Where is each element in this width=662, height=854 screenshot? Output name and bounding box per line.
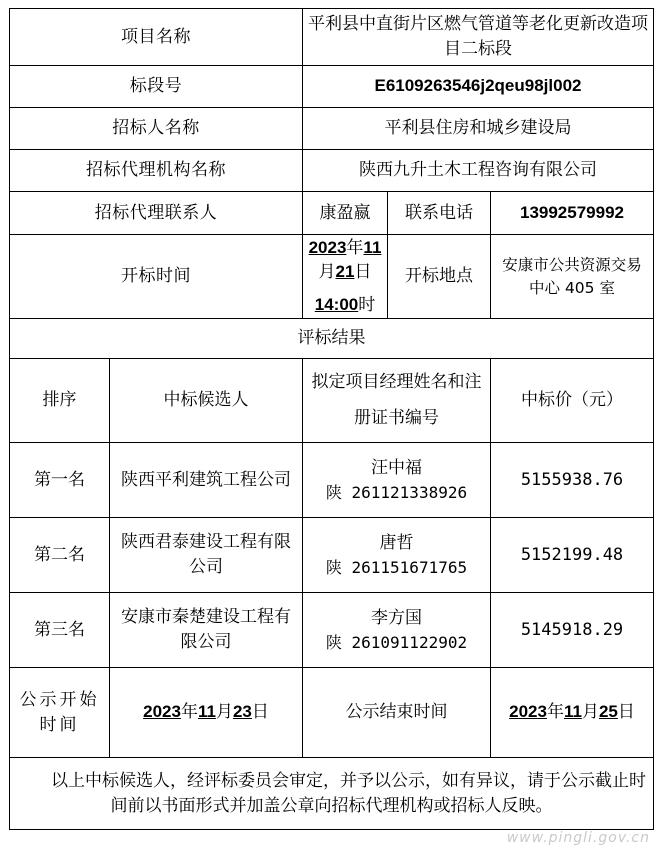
section-no-label: 标段号 [10,66,303,108]
publicity-end-value [491,668,654,758]
row-project-name [10,9,654,66]
opening-time-value [303,235,388,319]
manager-name: 李方国 [371,608,422,629]
row-agency [10,150,654,192]
manager-cell [303,593,491,668]
hour-unit: 时 [358,294,376,315]
opening-year: 2023 [308,237,347,257]
rank-cell: 第三名 [10,593,110,668]
rank-cell: 第二名 [10,518,110,593]
watermark: www.pingli.gov.cn [506,830,650,846]
price-cell: 5155938.76 [491,443,654,518]
header-manager: 拟定项目经理姓名和注册证书编号 [303,359,491,443]
row-publicity [10,668,654,758]
candidate-company: 陕西君泰建设工程有限公司 [110,518,303,593]
bid-result-table [9,8,654,830]
row-results-header [10,359,654,443]
phone-label: 联系电话 [388,192,491,235]
start-year: 2023 [143,702,181,722]
rank-cell: 第一名 [10,443,110,518]
end-day: 25 [598,702,618,722]
row-opening [10,235,654,319]
day-unit: 日 [354,262,372,283]
contact-value: 康盈嬴 [303,192,388,235]
row-section-no [10,66,654,108]
candidate-company: 陕西平利建筑工程公司 [110,443,303,518]
header-candidate: 中标候选人 [110,359,303,443]
month-unit: 月 [215,702,233,723]
opening-time-label: 开标时间 [10,235,303,319]
project-name-label: 项目名称 [10,9,303,66]
day-unit: 日 [251,702,269,723]
row-tenderer [10,108,654,150]
year-unit: 年 [180,702,198,723]
manager-name: 汪中福 [371,458,422,479]
tenderer-label: 招标人名称 [10,108,303,150]
opening-place-value: 安康市公共资源交易中心 405 室 [491,235,654,319]
month-unit: 月 [318,262,336,283]
contact-label: 招标代理联系人 [10,192,303,235]
candidate-company: 安康市秦楚建设工程有限公司 [110,593,303,668]
results-title: 评标结果 [10,319,654,359]
header-rank: 排序 [10,359,110,443]
manager-cell [303,443,491,518]
opening-day: 21 [335,262,355,282]
publicity-start-value [110,668,303,758]
publicity-start-label: 公示开始时间 [10,668,110,758]
manager-name: 唐哲 [379,533,414,554]
opening-month: 11 [363,237,382,257]
section-no-value: E6109263546j2qeu98jl002 [303,66,654,108]
agency-value: 陕西九升土木工程咨询有限公司 [303,150,654,192]
manager-cert: 陕 261121338926 [325,482,468,502]
table-row [10,443,654,518]
phone-value: 13992579992 [491,192,654,235]
table-row [10,593,654,668]
month-unit: 月 [581,702,599,723]
row-contact [10,192,654,235]
price-cell: 5145918.29 [491,593,654,668]
year-unit: 年 [346,237,364,258]
year-unit: 年 [546,702,564,723]
opening-place-label: 开标地点 [388,235,491,319]
row-notice [10,758,654,830]
end-year: 2023 [509,702,547,722]
notice-text: 以上中标候选人，经评标委员会审定，并予以公示，如有异议，请于公示截止时间前以书面形式并加盖公章向招标代理机构或招标人反映。 [10,758,654,830]
row-results-title [10,319,654,359]
header-price: 中标价（元） [491,359,654,443]
publicity-end-label: 公示结束时间 [303,668,491,758]
tenderer-value: 平利县住房和城乡建设局 [303,108,654,150]
agency-label: 招标代理机构名称 [10,150,303,192]
manager-cert: 陕 261151671765 [325,557,468,577]
project-name-value: 平利县中直街片区燃气管道等老化更新改造项目二标段 [303,9,654,66]
table-row [10,518,654,593]
manager-cert: 陕 261091122902 [325,632,468,652]
price-cell: 5152199.48 [491,518,654,593]
day-unit: 日 [617,702,635,723]
start-day: 23 [232,702,252,722]
start-month: 11 [197,702,216,722]
manager-cell [303,518,491,593]
end-month: 11 [563,702,582,722]
opening-hour: 14:00 [314,294,359,314]
